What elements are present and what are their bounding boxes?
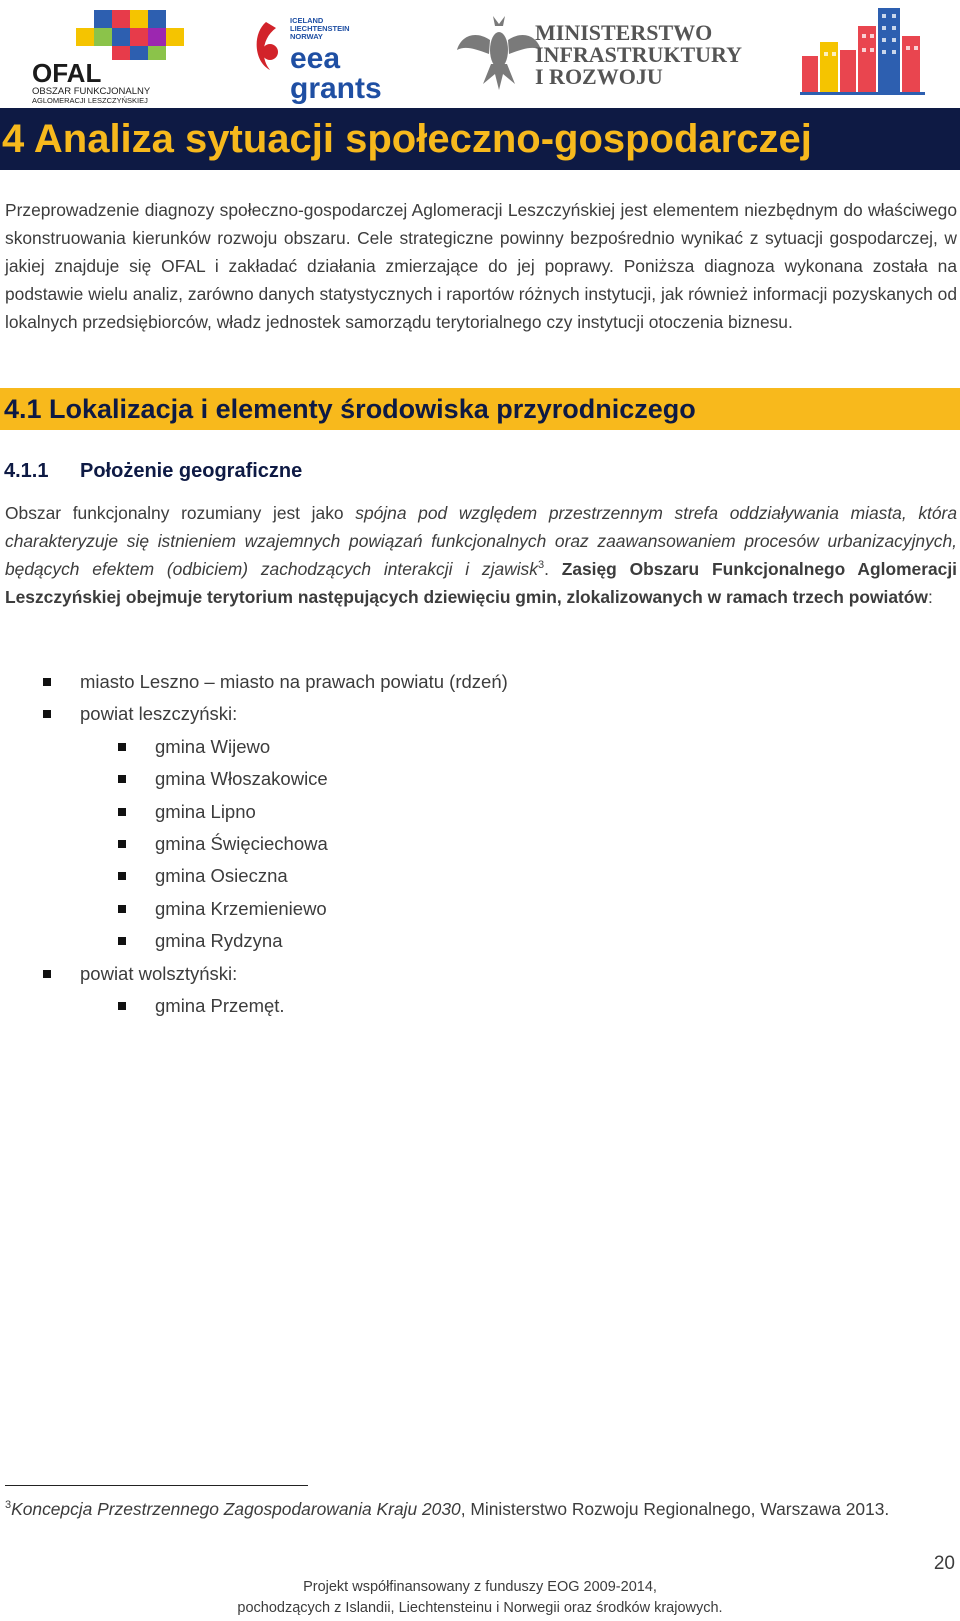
footer-line1: Projekt współfinansowany z funduszy EOG 2009-2014, (303, 1579, 657, 1595)
definition-italic: spójna pod względem przestrzennym strefa oddziaływania miasta, która charakteryzuje się istnieniem wzajemnych powiązań funkcjonalnych oraz zaawansowaniem procesów urbanizacyjnych, będących efektem (odbiciem) zachodzących interakcji i zjawisk (5, 503, 957, 579)
list-item (0, 958, 960, 990)
square-bullet-icon (118, 872, 126, 880)
heading-title: Położenie geograficzne (80, 460, 303, 482)
footnote (5, 1496, 957, 1522)
list-item-text: powiat wolsztyński: (80, 962, 238, 984)
square-bullet-icon (43, 678, 51, 686)
list-item (0, 828, 960, 860)
eea-small3: NORWAY (290, 32, 323, 41)
list-item (0, 763, 960, 795)
page-number: 20 (933, 1553, 955, 1574)
eea-small2: LIECHTENSTEIN (290, 24, 350, 33)
list-item-text: gmina Lipno (155, 800, 256, 822)
list-item-text: gmina Osieczna (155, 865, 288, 887)
page-footer (0, 1577, 960, 1619)
intro-paragraph (5, 196, 957, 336)
list-item (0, 893, 960, 925)
footnote-separator (5, 1485, 308, 1486)
city-skyline-logo (800, 6, 925, 98)
footnote-ref[interactable]: 3 (537, 559, 545, 571)
definition-lead: Obszar funkcjonalny rozumiany jest jako (5, 503, 356, 523)
logo-bar (0, 0, 960, 106)
municipality-list (0, 666, 960, 1022)
definition-bold: Zasięg Obszaru Funkcjonalnego Aglomeracji Leszczyńskiej obejmuje terytorium następujących dziewięciu gmin, zlokalizowanych w ramach trzech powiatów (5, 559, 957, 607)
square-bullet-icon (118, 743, 126, 751)
list-item (0, 925, 960, 957)
footer-line2: pochodzących z Islandii, Liechtensteinu i Norwegii oraz środków krajowych. (237, 1600, 723, 1616)
eea-word1: eea (290, 42, 341, 75)
heading-section-4-1-1 (4, 457, 302, 485)
square-bullet-icon (118, 775, 126, 783)
list-item (0, 666, 960, 698)
list-item-text: gmina Przemęt. (155, 994, 285, 1016)
square-bullet-icon (118, 840, 126, 848)
list-item-text: gmina Wijewo (155, 735, 271, 757)
square-bullet-icon (43, 970, 51, 978)
intro-part3: Poniższa diagnoza wykonana została na podstawie wielu analiz, zarówno danych statystycznych i raportów różnych instytucji, jak również informacji pozyskanych od lokalnych przedsiębiorców, władz jednostek samorządu terytorialnego czy instytucji otoczenia biznesu. (5, 256, 957, 332)
intro-part1: Przeprowadzenie diagnozy społeczno-gospodarczej Aglomeracji Leszczyńskiej jest elementem niezbędnym do właściwego skonstruowania kierunków rozwoju obszaru. (5, 200, 957, 248)
eea-grants-logo (256, 14, 401, 104)
ofal-line1: OBSZAR FUNKCJONALNY (32, 86, 151, 97)
heading-section-4: 4 Analiza sytuacji społeczno-gospodarczej (0, 108, 960, 170)
heading-section-4-1: 4.1 Lokalizacja i elementy środowiska przyrodniczego (0, 388, 960, 430)
intro-part2: Cele strategiczne powinny bezpośrednio wynikać z sytuacji gospodarczej, w jakiej znajduje się OFAL i zakładać działania zmierzające do jej poprawy. (5, 228, 957, 276)
list-item (0, 731, 960, 763)
list-item-text: gmina Święciechowa (155, 832, 328, 854)
footnote-title: Koncepcja Przestrzennego Zagospodarowania Kraju 2030 (11, 1499, 461, 1519)
ministry-logo (455, 10, 765, 96)
list-item-text: powiat leszczyński: (80, 703, 238, 725)
list-item (0, 990, 960, 1022)
list-item-text: gmina Rydzyna (155, 930, 283, 952)
ministry-line2: INFRASTRUKTURY (535, 42, 743, 67)
square-bullet-icon (118, 808, 126, 816)
ofal-logo (30, 8, 200, 104)
square-bullet-icon (118, 1002, 126, 1010)
definition-paragraph (5, 499, 957, 611)
ofal-mark: OFAL (32, 58, 102, 88)
definition-end: : (927, 587, 933, 607)
definition-after-ref: . (544, 559, 562, 579)
eagle-emblem-icon (457, 16, 541, 90)
square-bullet-icon (118, 905, 126, 913)
footnote-rest: , Ministerstwo Rozwoju Regionalnego, Warszawa 2013. (460, 1499, 890, 1519)
list-item (0, 698, 960, 730)
eea-small1: ICELAND (290, 16, 324, 25)
ministry-line1: MINISTERSTWO (535, 20, 713, 45)
list-item-text: gmina Włoszakowice (155, 768, 328, 790)
ministry-line3: I ROZWOJU (535, 64, 663, 89)
list-item (0, 796, 960, 828)
eea-word2: grants (290, 72, 382, 104)
list-item-text: miasto Leszno – miasto na prawach powiatu (rdzeń) (80, 671, 508, 692)
square-bullet-icon (118, 937, 126, 945)
square-bullet-icon (43, 710, 51, 718)
ofal-line2: AGLOMERACJI LESZCZYŃSKIEJ (32, 96, 148, 104)
footnote-number: 3 (5, 1499, 12, 1511)
list-item (0, 860, 960, 892)
heading-number: 4.1.1 (4, 460, 49, 482)
list-item-text: gmina Krzemieniewo (155, 897, 327, 919)
